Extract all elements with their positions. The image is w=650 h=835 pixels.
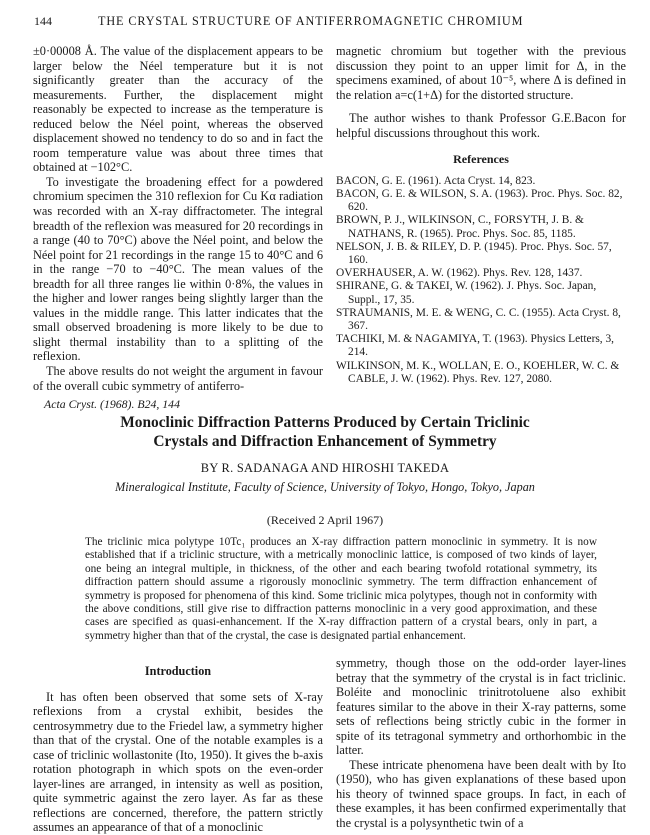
title-line: Crystals and Diffraction Enhancement of Symmetry [153, 433, 497, 450]
paragraph: The above results do not weight the argument in favour of the overall cubic symmetry of antiferro- [33, 364, 323, 393]
prev-article-right-column [336, 44, 626, 386]
reference-item: OVERHAUSER, A. W. (1962). Phys. Rev. 128, 1437. [336, 267, 583, 280]
acknowledgement: The author wishes to thank Professor G.E.Bacon for helpful discussions throughout this work. [336, 111, 626, 140]
authors: BY R. SADANAGA AND HIROSHI TAKEDA [200, 461, 450, 475]
paragraph: It has often been observed that some sets of X-ray reflexions from a crystal exhibit, besides the centrosymmetry due to the Friedel law, a symmetry higher than that of the crystal. One of the notable examples is a case of triclinic wollastonite (Ito, 1950). It gives the b-axis rotation photograph in which spots on the even-order layer-lines are arranged, in intensity as well as position, quite symmetric against the zero layer. As far as these reflections are concerned, therefore, the pattern strictly assumes an appearance of that of a monoclinic [33, 689, 323, 835]
references-heading: References [453, 152, 509, 167]
received-date: (Received 2 April 1967) [266, 513, 384, 527]
prev-article-left-column [33, 44, 323, 393]
reference-item: BACON, G. E. & WILSON, S. A. (1963). Proc. Phys. Soc. 82, 620. [336, 188, 623, 214]
paragraph: magnetic chromium but together with the previous discussion they point to an upper limit for Δ, in the specimens examined, of about 10⁻⁵, where Δ is defined in the relation a=c(1+Δ) for the distorted structure. [336, 44, 626, 102]
reference-item: BROWN, P. J., WILKINSON, C., FORSYTH, J. B. & NATHANS, R. (1965). Proc. Phys. Soc. 85, 1185. [336, 214, 584, 240]
abstract: The triclinic mica polytype 10Tc₁ produces an X-ray diffraction pattern monoclinic in symmetry. It is now established that if a triclinic structure, with a metrically monoclinic lattice, is composed of two kinds of layer, one being an integral multiple, in thickness, of the other and each bearing twofold rotational symmetry, its diffraction pattern should assume a rigorously monoclinic symmetry. The term diffraction enhancement of symmetry is proposed for phenomena of this kind. Some triclinic mica polytypes, though not in conformity with the above conditions, still give rise to diffraction patterns monoclinic in a very good approximation, and these cases are specified as quasi-enhancement. If the X-ray diffraction pattern of a crystal bears, only in part, a symmetry higher than that of the crystal, the case is designated partial enhancement. [85, 536, 597, 642]
paragraph: These intricate phenomena have been dealt with by Ito (1950), who has given explanations of these based upon his theory of twinned space groups. In fact, in each of these examples, it has been confirmed experimentally that the crystal is a polysynthetic twin of a [336, 757, 626, 831]
paragraph: ±0·00008 Å. The value of the displacement appears to be larger below the Néel temperature but it is not significantly greater than the accuracy of the measurements. Further, the displacement might reasonably be expected to increase as the temperature is reduced below the Néel point, whereas the observed displacement showed no tendency to do so and in fact the room temperature value was about three times that obtained at −102°C. [33, 44, 323, 175]
intro-right-column [336, 656, 626, 831]
reference-item: BACON, G. E. (1961). Acta Cryst. 14, 823. [336, 174, 536, 187]
reference-item: NELSON, J. B. & RILEY, D. P. (1945). Proc. Phys. Soc. 57, 160. [336, 240, 612, 267]
reference-item: STRAUMANIS, M. E. & WENG, C. C. (1955). Acta Cryst. 8, 367. [336, 306, 621, 333]
reference-item: WILKINSON, M. K., WOLLAN, E. O., KOEHLER, W. C. & CABLE, J. W. (1962). Phys. Rev. 127, 2080. [336, 359, 620, 385]
section-heading: Introduction [144, 664, 212, 678]
running-title: THE CRYSTAL STRUCTURE OF ANTIFERROMAGNETIC CHROMIUM [98, 14, 524, 28]
title-line: Monoclinic Diffraction Patterns Produced by Certain Triclinic [120, 414, 530, 431]
running-header [34, 14, 624, 32]
affiliation: Mineralogical Institute, Faculty of Science, University of Tokyo, Hongo, Tokyo, Japan [115, 480, 535, 494]
paragraph: symmetry, though those on the odd-order layer-lines betray that the symmetry of the crystal is in fact triclinic. Boléite and monoclinic trinitrotoluene also exhibit features similar to the above in their X-ray patterns, some sets of reflections being strictly cubic in the former in spite of its tetragonal symmetry and orthorhombic in the latter. [336, 656, 626, 758]
reference-list [336, 175, 626, 386]
reference-item: TACHIKI, M. & NAGAMIYA, T. (1963). Physics Letters, 3, 214. [336, 333, 615, 359]
article-title [40, 413, 610, 451]
reference-item: SHIRANE, G. & TAKEI, W. (1962). J. Phys. Soc. Japan, Suppl., 17, 35. [336, 280, 597, 306]
page-number: 144 [34, 14, 52, 28]
intro-left-column [33, 660, 323, 835]
paragraph: To investigate the broadening effect for a powdered chromium specimen the 310 reflexion for Cu Kα radiation was recorded with an X-ray diffractometer. The integral breadth of the reflexion was measured for 20 recordings in a range (40 to 70°C) above the Néel point, and below the Néel point for 21 recordings in the range 15 to 40°C and 6 in the range −70 to −40°C. The mean values of the breadth for all three ranges lie within 0·8%, the values in the higher and lower ranges being slightly larger than the values in the middle range. This latter indicates that the small observed broadening is more likely to be due to slight thermal instability than to a splitting of the reflexion. [33, 174, 323, 364]
journal-citation: Acta Cryst. (1968). B24, 144 [44, 397, 180, 411]
